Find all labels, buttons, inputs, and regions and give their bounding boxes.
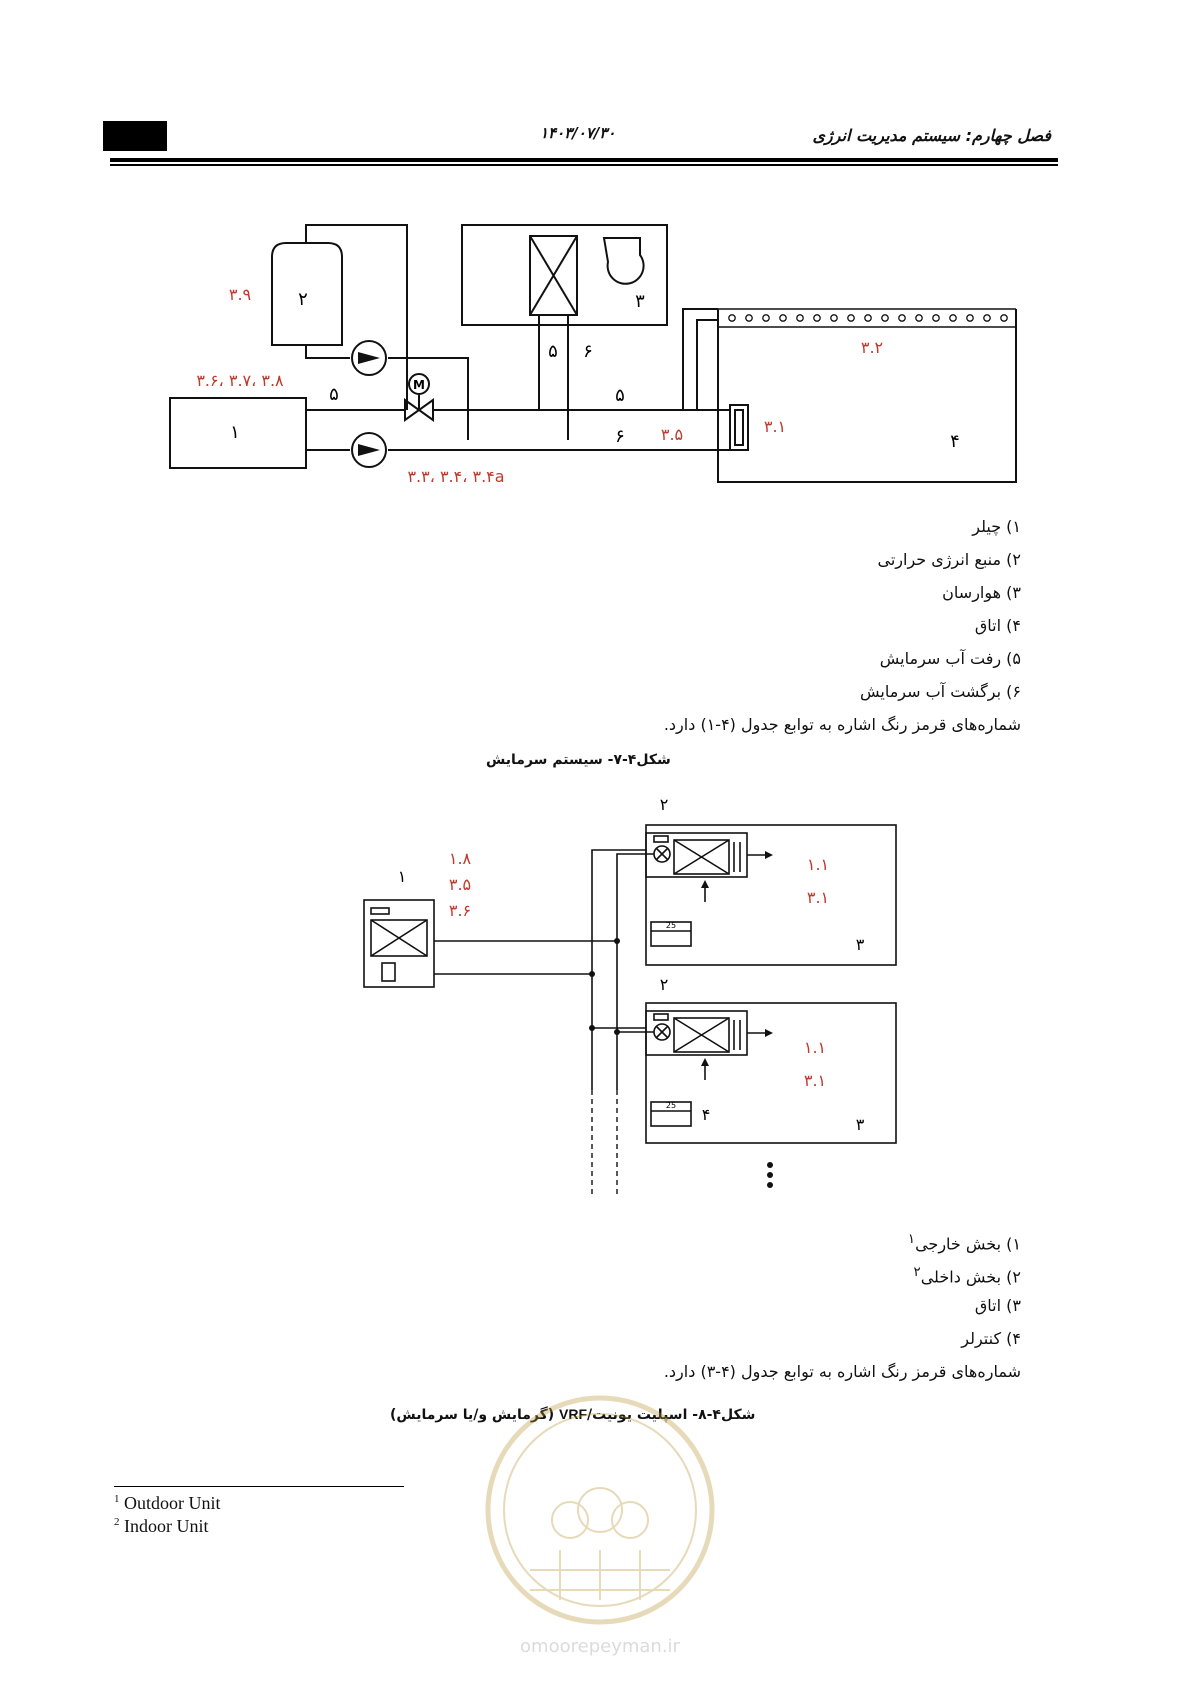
red-label-room-top: ۳.۲ bbox=[860, 338, 884, 357]
indoor-unit-number-bottom: ۲ bbox=[659, 975, 669, 994]
outdoor-unit-box bbox=[364, 900, 434, 987]
ceiling-diffuser-hole bbox=[848, 315, 854, 321]
controller-display-top: 25 bbox=[665, 921, 677, 930]
ceiling-diffuser-hole bbox=[865, 315, 871, 321]
ceiling-diffuser-hole bbox=[916, 315, 922, 321]
red-label-pumps-bottom: ۳.۳، ۳.۴، ۳.۴a bbox=[407, 467, 505, 486]
red-label-indoor-bottom: ۱.۱ bbox=[803, 1038, 827, 1057]
legend-item: ۵) رفت آب سرمایش bbox=[879, 649, 1021, 668]
figure2-legend bbox=[664, 1225, 1021, 1390]
legend-item: ۱) بخش خارجی$^۱$ bbox=[907, 1232, 1021, 1254]
supply-number-left: ۵ bbox=[329, 384, 339, 405]
chapter-title: فصل چهارم: سیستم مدیریت انرژی bbox=[812, 126, 1051, 145]
watermark-logo bbox=[470, 1380, 730, 1660]
red-label-heat-source: ۳.۹ bbox=[228, 285, 252, 304]
room-number-top: ۳ bbox=[855, 935, 865, 954]
legend-item: ۲) منبع انرژی حرارتی bbox=[877, 550, 1021, 569]
legend-item: ۲) بخش داخلی$^۲$ bbox=[913, 1265, 1021, 1287]
room-box bbox=[718, 309, 1016, 482]
red-label-room-terminal: ۳.۱ bbox=[763, 417, 787, 436]
red-label-outdoor: ۳.۶ bbox=[448, 901, 472, 920]
ceiling-diffuser-hole bbox=[831, 315, 837, 321]
red-label-pumps-top: ۳.۶، ۳.۷، ۳.۸ bbox=[196, 371, 284, 390]
indoor-unit-number-top: ۲ bbox=[659, 795, 669, 814]
legend-item: ۶) برگشت آب سرمایش bbox=[859, 682, 1021, 701]
room-number: ۴ bbox=[950, 431, 960, 452]
ceiling-diffuser-hole bbox=[933, 315, 939, 321]
ceiling-diffuser-hole bbox=[899, 315, 905, 321]
vrf-diagram bbox=[0, 790, 1191, 1200]
controller-display-bottom: 25 bbox=[665, 1101, 677, 1110]
ceiling-diffuser-hole bbox=[746, 315, 752, 321]
legend-item: ۱) چیلر bbox=[972, 517, 1021, 536]
ahu-fan bbox=[604, 238, 644, 284]
ceiling-diffuser-hole bbox=[882, 315, 888, 321]
legend-item: ۳) هوارسان bbox=[942, 583, 1021, 602]
supply-number-ahu: ۵ bbox=[548, 341, 558, 362]
watermark-text: omoorepeyman.ir bbox=[520, 1636, 680, 1657]
legend-item: ۴) اتاق bbox=[974, 616, 1021, 635]
figure2-note: شماره‌های قرمز رنگ اشاره به توابع جدول (۴-۳) دارد. bbox=[663, 1362, 1021, 1381]
supply-number-right: ۵ bbox=[615, 385, 625, 406]
ceiling-diffuser-hole bbox=[814, 315, 820, 321]
controller-number: ۴ bbox=[701, 1105, 711, 1124]
ahu-number: ۳ bbox=[635, 291, 645, 312]
figure1-legend bbox=[664, 512, 1021, 743]
chiller-number: ۱ bbox=[230, 422, 240, 443]
header-date: ۱۴۰۳/۰۷/۳۰ bbox=[540, 124, 616, 142]
red-label-outdoor: ۳.۵ bbox=[448, 875, 472, 894]
ceiling-diffuser-hole bbox=[763, 315, 769, 321]
figure1-caption: شکل۴-۷- سیستم سرمایش bbox=[486, 752, 671, 768]
room-number-bottom: ۳ bbox=[855, 1115, 865, 1134]
return-number-right: ۶ bbox=[615, 426, 625, 447]
ceiling-diffuser-hole bbox=[1001, 315, 1007, 321]
footnote-rule bbox=[114, 1486, 404, 1487]
red-label-outdoor: ۱.۸ bbox=[448, 849, 472, 868]
figure2-caption: شکل۴-۸- اسپلیت یونیت/VRF (گرمایش و/یا سرمایش) bbox=[390, 1406, 756, 1423]
cooling-system-diagram bbox=[0, 0, 1191, 500]
red-label-indoor-top: ۳.۱ bbox=[806, 888, 830, 907]
ceiling-diffuser-hole bbox=[984, 315, 990, 321]
footnote-2: $^2$ Indoor Unit bbox=[114, 1516, 209, 1536]
ceiling-diffuser-hole bbox=[950, 315, 956, 321]
ceiling-diffuser-hole bbox=[729, 315, 735, 321]
heat-source-number: ۲ bbox=[298, 289, 308, 310]
legend-item: ۳) اتاق bbox=[974, 1296, 1021, 1315]
footnote-1: $^1$ Outdoor Unit bbox=[114, 1493, 221, 1513]
outdoor-unit-number: ۱ bbox=[397, 867, 407, 886]
room-terminal bbox=[730, 405, 748, 450]
red-label-indoor-top: ۱.۱ bbox=[806, 855, 830, 874]
valve-motor-letter: M bbox=[413, 378, 425, 392]
red-label-pipe: ۳.۵ bbox=[660, 425, 684, 444]
ceiling-diffuser-hole bbox=[780, 315, 786, 321]
ceiling-diffuser-hole bbox=[797, 315, 803, 321]
legend-item: ۴) کنترلر bbox=[961, 1329, 1021, 1348]
return-number-ahu: ۶ bbox=[583, 341, 593, 362]
ceiling-diffuser-hole bbox=[967, 315, 973, 321]
red-label-indoor-bottom: ۳.۱ bbox=[803, 1071, 827, 1090]
figure1-note: شماره‌های قرمز رنگ اشاره به توابع جدول (۴-۱) دارد. bbox=[663, 715, 1021, 734]
